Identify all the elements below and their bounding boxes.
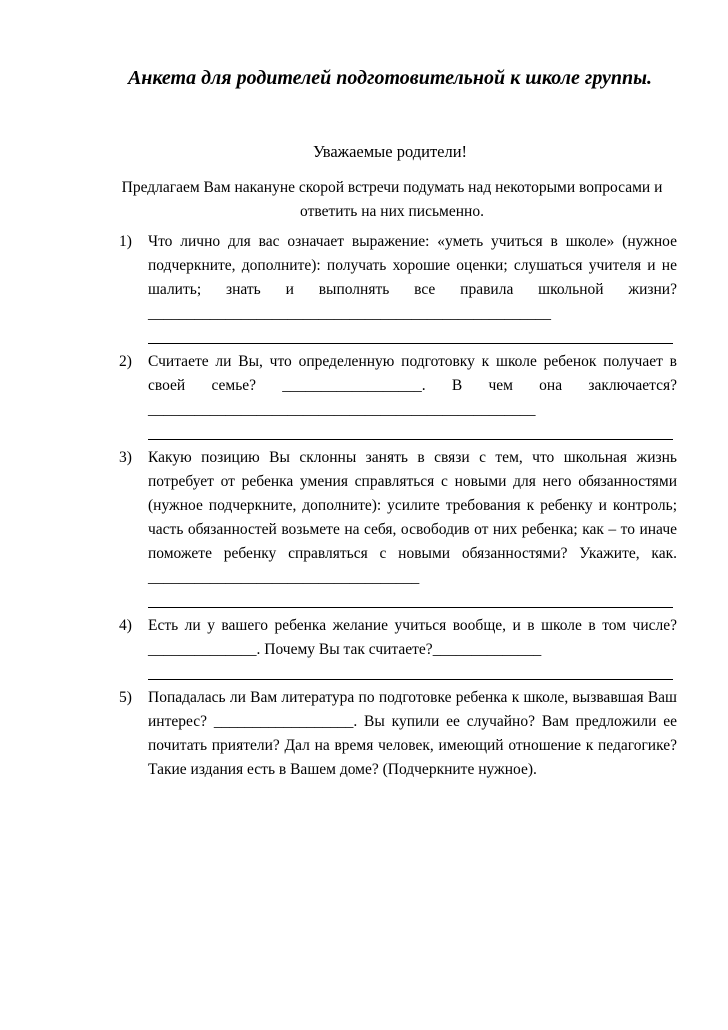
- question-number: 2): [119, 353, 132, 370]
- answer-line[interactable]: [148, 416, 673, 440]
- question-item: [119, 446, 677, 614]
- question-text: Есть ли у вашего ребенка желание учиться вообще, и в школе в том числе? ______________. Почему Вы так считаете?______________: [148, 617, 677, 658]
- greeting: Уважаемые родители!: [312, 142, 468, 161]
- questions-list: [119, 230, 677, 782]
- question-text: Попадалась ли Вам литература по подготовке ребенка к школе, вызвавшая Ваш интерес? __________________. Вы купили ее случайно? Вам предложили ее почитать приятели? Дал на время человек, имеющий отношение к педагогике? Такие издания есть в Вашем доме? (Подчеркните нужное).: [148, 689, 677, 778]
- question-number: 1): [119, 233, 132, 250]
- question-item: [119, 350, 677, 446]
- question-text: Какую позицию Вы склонны занять в связи с тем, что школьная жизнь потребует от ребенка умения справляться с новыми для него обязанностями (нужное подчеркните, дополните): усилите требования к ребенку и контроль; часть обязанностей возьмете на себя, освободив от них ребенка; как – то иначе поможете ребенку справляться с новыми обязанностями? Укажите, как. ___________________________________: [148, 449, 677, 586]
- page-title: Анкета для родителей подготовительной к школе группы.: [127, 67, 653, 89]
- intro-paragraph: Предлагаем Вам накануне скорой встречи подумать над некоторыми вопросами и ответить на них письменно.: [121, 179, 663, 220]
- question-number: 5): [119, 689, 132, 706]
- answer-line[interactable]: [148, 656, 673, 680]
- answer-line[interactable]: [148, 584, 673, 608]
- answer-line[interactable]: [148, 320, 673, 344]
- question-number: 3): [119, 449, 132, 466]
- question-item: [119, 230, 677, 350]
- question-number: 4): [119, 617, 132, 634]
- question-text: Считаете ли Вы, что определенную подготовку к школе ребенок получает в своей семье? __________________. В чем она заключается?__________________________________________________: [148, 353, 677, 418]
- question-item: [119, 686, 677, 782]
- question-text: Что лично для вас означает выражение: «уметь учиться в школе» (нужное подчеркните, дополните): получать хорошие оценки; слушаться учителя и не шалить; знать и выполнять все правила школьной жизни?____________________________________________________: [148, 233, 677, 322]
- question-item: [119, 614, 677, 686]
